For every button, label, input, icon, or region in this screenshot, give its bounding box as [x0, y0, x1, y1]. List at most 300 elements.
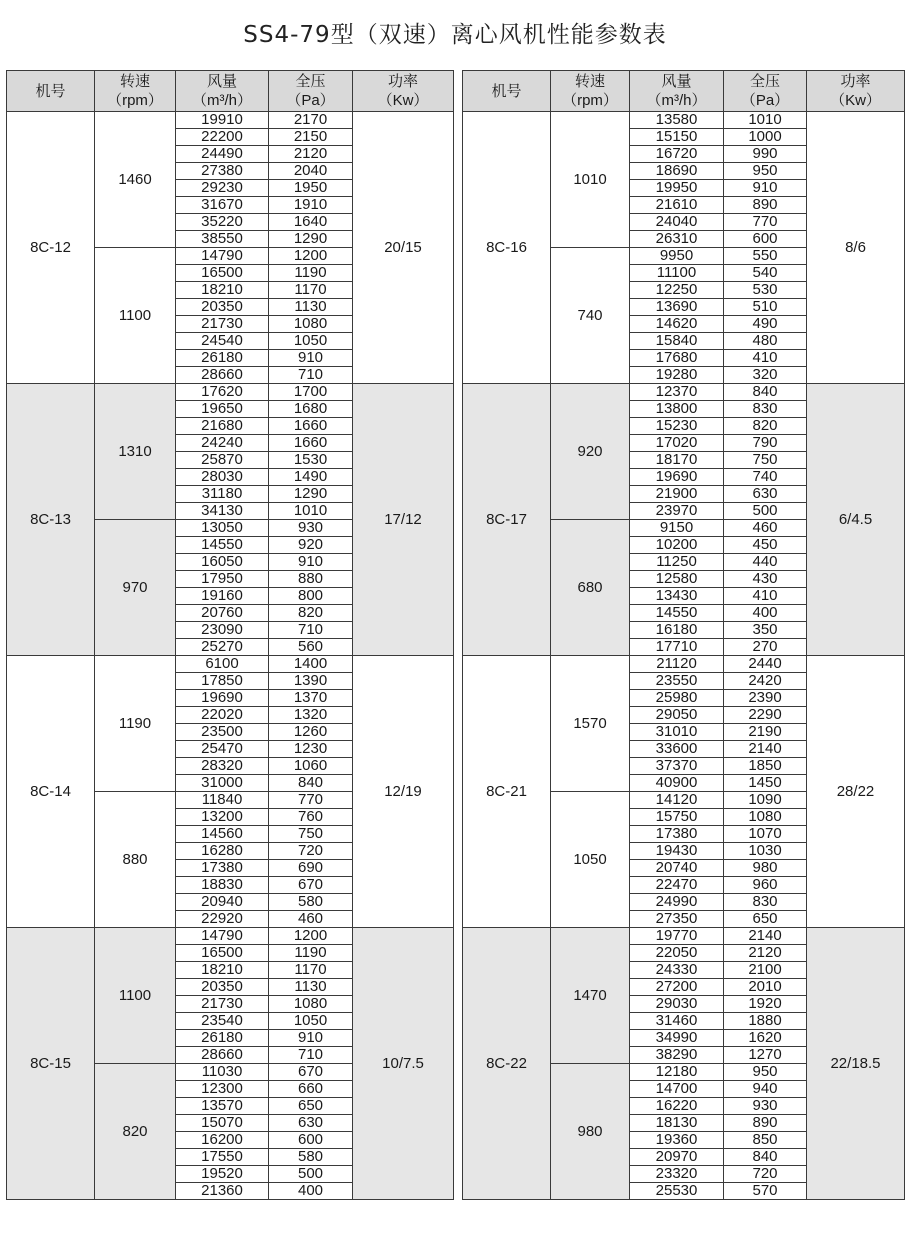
page-title: SS4-79型（双速）离心风机性能参数表 [243, 22, 667, 48]
pressure-cell: 760 [269, 809, 353, 826]
flow-cell: 13570 [176, 1098, 269, 1115]
pressure-cell: 920 [269, 537, 353, 554]
pressure-cell: 910 [269, 1030, 353, 1047]
flow-cell: 17020 [630, 435, 724, 452]
pressure-cell: 630 [269, 1115, 353, 1132]
pressure-cell: 1070 [724, 826, 807, 843]
flow-cell: 12370 [630, 384, 724, 401]
pressure-cell: 1130 [269, 299, 353, 316]
flow-cell: 26180 [176, 1030, 269, 1047]
pressure-cell: 1030 [724, 843, 807, 860]
flow-cell: 24330 [630, 962, 724, 979]
flow-cell: 22050 [630, 945, 724, 962]
flow-cell: 17380 [176, 860, 269, 877]
header-speed-label: 转速 [574, 73, 605, 90]
speed-cell: 1190 [95, 656, 176, 792]
flow-cell: 11100 [630, 265, 724, 282]
pressure-cell: 1010 [269, 503, 353, 520]
flow-cell: 29050 [630, 707, 724, 724]
pressure-cell: 320 [724, 367, 807, 384]
speed-cell: 880 [95, 792, 176, 928]
flow-cell: 19160 [176, 588, 269, 605]
pressure-cell: 710 [269, 367, 353, 384]
pressure-cell: 1640 [269, 214, 353, 231]
flow-cell: 27200 [630, 979, 724, 996]
flow-cell: 12300 [176, 1081, 269, 1098]
header-power-label: 功率 [840, 73, 871, 90]
flow-cell: 16500 [176, 265, 269, 282]
pressure-cell: 830 [724, 894, 807, 911]
header-pressure-unit: （Pa） [740, 92, 790, 109]
flow-cell: 19650 [176, 401, 269, 418]
pressure-cell: 2010 [724, 979, 807, 996]
speed-cell: 920 [551, 384, 630, 520]
pressure-cell: 500 [724, 503, 807, 520]
speed-cell: 1050 [551, 792, 630, 928]
pressure-cell: 890 [724, 1115, 807, 1132]
pressure-cell: 930 [269, 520, 353, 537]
pressure-cell: 1200 [269, 248, 353, 265]
flow-cell: 28660 [176, 1047, 269, 1064]
pressure-cell: 1680 [269, 401, 353, 418]
speed-cell: 1010 [551, 112, 630, 248]
flow-cell: 27380 [176, 163, 269, 180]
flow-cell: 18690 [630, 163, 724, 180]
flow-cell: 31010 [630, 724, 724, 741]
flow-cell: 25980 [630, 690, 724, 707]
pressure-cell: 1270 [724, 1047, 807, 1064]
pressure-cell: 710 [269, 622, 353, 639]
pressure-cell: 2290 [724, 707, 807, 724]
flow-cell: 19950 [630, 180, 724, 197]
flow-cell: 13580 [630, 112, 724, 129]
pressure-cell: 2390 [724, 690, 807, 707]
power-cell: 12/19 [353, 656, 454, 928]
performance-table-right [462, 70, 905, 1200]
pressure-cell: 270 [724, 639, 807, 656]
flow-cell: 17620 [176, 384, 269, 401]
flow-cell: 29230 [176, 180, 269, 197]
model-cell: 8C-22 [463, 928, 551, 1200]
pressure-cell: 1850 [724, 758, 807, 775]
pressure-cell: 2100 [724, 962, 807, 979]
pressure-cell: 980 [724, 860, 807, 877]
flow-cell: 11030 [176, 1064, 269, 1081]
power-cell: 8/6 [807, 112, 905, 384]
flow-cell: 13800 [630, 401, 724, 418]
pressure-cell: 950 [724, 1064, 807, 1081]
flow-cell: 22920 [176, 911, 269, 928]
header-row [7, 71, 454, 112]
pressure-cell: 840 [724, 384, 807, 401]
pressure-cell: 1080 [269, 316, 353, 333]
flow-cell: 14700 [630, 1081, 724, 1098]
pressure-cell: 1660 [269, 418, 353, 435]
flow-cell: 14120 [630, 792, 724, 809]
flow-cell: 23970 [630, 503, 724, 520]
pressure-cell: 750 [269, 826, 353, 843]
power-cell: 28/22 [807, 656, 905, 928]
header-power-unit: （Kw） [377, 92, 429, 109]
flow-cell: 29030 [630, 996, 724, 1013]
flow-cell: 21900 [630, 486, 724, 503]
power-cell: 10/7.5 [353, 928, 454, 1200]
flow-cell: 9950 [630, 248, 724, 265]
flow-cell: 17550 [176, 1149, 269, 1166]
flow-cell: 19360 [630, 1132, 724, 1149]
pressure-cell: 600 [724, 231, 807, 248]
flow-cell: 19690 [630, 469, 724, 486]
pressure-cell: 2190 [724, 724, 807, 741]
pressure-cell: 400 [269, 1183, 353, 1200]
header-pressure [724, 71, 807, 112]
pressure-cell: 1060 [269, 758, 353, 775]
table-row [7, 928, 454, 945]
flow-cell: 23090 [176, 622, 269, 639]
flow-cell: 14550 [176, 537, 269, 554]
pressure-cell: 450 [724, 537, 807, 554]
flow-cell: 6100 [176, 656, 269, 673]
flow-cell: 20970 [630, 1149, 724, 1166]
header-row [463, 71, 905, 112]
header-flow-label: 风量 [206, 73, 237, 90]
pressure-cell: 720 [724, 1166, 807, 1183]
flow-cell: 24990 [630, 894, 724, 911]
table-row [7, 656, 454, 673]
pressure-cell: 650 [269, 1098, 353, 1115]
flow-cell: 26310 [630, 231, 724, 248]
pressure-cell: 1290 [269, 231, 353, 248]
flow-cell: 19690 [176, 690, 269, 707]
pressure-cell: 1400 [269, 656, 353, 673]
pressure-cell: 600 [269, 1132, 353, 1149]
pressure-cell: 2120 [724, 945, 807, 962]
header-speed [551, 71, 630, 112]
flow-cell: 17380 [630, 826, 724, 843]
pressure-cell: 1080 [724, 809, 807, 826]
flow-cell: 31460 [630, 1013, 724, 1030]
pressure-cell: 690 [269, 860, 353, 877]
flow-cell: 18130 [630, 1115, 724, 1132]
flow-cell: 16500 [176, 945, 269, 962]
flow-cell: 18170 [630, 452, 724, 469]
flow-cell: 23320 [630, 1166, 724, 1183]
speed-cell: 1570 [551, 656, 630, 792]
flow-cell: 14560 [176, 826, 269, 843]
flow-cell: 15230 [630, 418, 724, 435]
pressure-cell: 1130 [269, 979, 353, 996]
power-cell: 20/15 [353, 112, 454, 384]
flow-cell: 14790 [176, 248, 269, 265]
speed-cell: 740 [551, 248, 630, 384]
flow-cell: 21360 [176, 1183, 269, 1200]
table-row [463, 112, 905, 129]
pressure-cell: 1090 [724, 792, 807, 809]
pressure-cell: 820 [724, 418, 807, 435]
header-pressure-label: 全压 [749, 73, 780, 90]
pressure-cell: 2440 [724, 656, 807, 673]
pressure-cell: 890 [724, 197, 807, 214]
flow-cell: 19280 [630, 367, 724, 384]
header-speed-label: 转速 [119, 73, 150, 90]
flow-cell: 34130 [176, 503, 269, 520]
flow-cell: 20760 [176, 605, 269, 622]
flow-cell: 18830 [176, 877, 269, 894]
flow-cell: 25470 [176, 741, 269, 758]
pressure-cell: 1170 [269, 962, 353, 979]
pressure-cell: 410 [724, 588, 807, 605]
pressure-cell: 410 [724, 350, 807, 367]
flow-cell: 19430 [630, 843, 724, 860]
flow-cell: 17850 [176, 673, 269, 690]
flow-cell: 16050 [176, 554, 269, 571]
speed-cell: 1100 [95, 928, 176, 1064]
flow-cell: 21610 [630, 197, 724, 214]
pressure-cell: 650 [724, 911, 807, 928]
pressure-cell: 500 [269, 1166, 353, 1183]
pressure-cell: 430 [724, 571, 807, 588]
header-flow [630, 71, 724, 112]
pressure-cell: 1390 [269, 673, 353, 690]
pressure-cell: 480 [724, 333, 807, 350]
flow-cell: 12250 [630, 282, 724, 299]
pressure-cell: 910 [724, 180, 807, 197]
flow-cell: 15150 [630, 129, 724, 146]
flow-cell: 40900 [630, 775, 724, 792]
header-model-label: 机号 [35, 82, 66, 100]
pressure-cell: 1190 [269, 265, 353, 282]
pressure-cell: 2040 [269, 163, 353, 180]
pressure-cell: 930 [724, 1098, 807, 1115]
pressure-cell: 2150 [269, 129, 353, 146]
header-flow-unit: （m³/h） [646, 92, 707, 109]
pressure-cell: 1290 [269, 486, 353, 503]
pressure-cell: 770 [724, 214, 807, 231]
pressure-cell: 840 [269, 775, 353, 792]
pressure-cell: 1920 [724, 996, 807, 1013]
speed-cell: 1470 [551, 928, 630, 1064]
pressure-cell: 880 [269, 571, 353, 588]
flow-cell: 17950 [176, 571, 269, 588]
flow-cell: 21680 [176, 418, 269, 435]
flow-cell: 28030 [176, 469, 269, 486]
pressure-cell: 1370 [269, 690, 353, 707]
pressure-cell: 570 [724, 1183, 807, 1200]
pressure-cell: 630 [724, 486, 807, 503]
pressure-cell: 790 [724, 435, 807, 452]
flow-cell: 16200 [176, 1132, 269, 1149]
table-row [463, 656, 905, 673]
flow-cell: 24040 [630, 214, 724, 231]
flow-cell: 38290 [630, 1047, 724, 1064]
flow-cell: 24240 [176, 435, 269, 452]
table-row [463, 928, 905, 945]
flow-cell: 16280 [176, 843, 269, 860]
table-row [463, 384, 905, 401]
pressure-cell: 940 [724, 1081, 807, 1098]
model-cell: 8C-13 [7, 384, 95, 656]
flow-cell: 21120 [630, 656, 724, 673]
flow-cell: 16720 [630, 146, 724, 163]
flow-cell: 14620 [630, 316, 724, 333]
flow-cell: 17680 [630, 350, 724, 367]
pressure-cell: 1450 [724, 775, 807, 792]
pressure-cell: 2140 [724, 741, 807, 758]
pressure-cell: 530 [724, 282, 807, 299]
pressure-cell: 1260 [269, 724, 353, 741]
flow-cell: 19910 [176, 112, 269, 129]
speed-cell: 680 [551, 520, 630, 656]
flow-cell: 35220 [176, 214, 269, 231]
pressure-cell: 1190 [269, 945, 353, 962]
pressure-cell: 1700 [269, 384, 353, 401]
pressure-cell: 720 [269, 843, 353, 860]
flow-cell: 18210 [176, 282, 269, 299]
pressure-cell: 950 [724, 163, 807, 180]
flow-cell: 15070 [176, 1115, 269, 1132]
pressure-cell: 1170 [269, 282, 353, 299]
flow-cell: 21730 [176, 996, 269, 1013]
flow-cell: 23550 [630, 673, 724, 690]
model-cell: 8C-17 [463, 384, 551, 656]
header-model-label: 机号 [491, 82, 522, 100]
speed-cell: 1310 [95, 384, 176, 520]
pressure-cell: 910 [269, 350, 353, 367]
pressure-cell: 1080 [269, 996, 353, 1013]
flow-cell: 9150 [630, 520, 724, 537]
flow-cell: 22470 [630, 877, 724, 894]
flow-cell: 20740 [630, 860, 724, 877]
flow-cell: 18210 [176, 962, 269, 979]
speed-cell: 1100 [95, 248, 176, 384]
header-power [807, 71, 905, 112]
flow-cell: 13050 [176, 520, 269, 537]
flow-cell: 15750 [630, 809, 724, 826]
flow-cell: 27350 [630, 911, 724, 928]
power-cell: 17/12 [353, 384, 454, 656]
pressure-cell: 1620 [724, 1030, 807, 1047]
flow-cell: 25530 [630, 1183, 724, 1200]
flow-cell: 16180 [630, 622, 724, 639]
pressure-cell: 1660 [269, 435, 353, 452]
pressure-cell: 740 [724, 469, 807, 486]
flow-cell: 31180 [176, 486, 269, 503]
flow-cell: 38550 [176, 231, 269, 248]
pressure-cell: 750 [724, 452, 807, 469]
header-power-label: 功率 [387, 73, 418, 90]
flow-cell: 24540 [176, 333, 269, 350]
flow-cell: 10200 [630, 537, 724, 554]
flow-cell: 13200 [176, 809, 269, 826]
pressure-cell: 850 [724, 1132, 807, 1149]
flow-cell: 33600 [630, 741, 724, 758]
flow-cell: 24490 [176, 146, 269, 163]
flow-cell: 13430 [630, 588, 724, 605]
pressure-cell: 710 [269, 1047, 353, 1064]
model-cell: 8C-16 [463, 112, 551, 384]
flow-cell: 11840 [176, 792, 269, 809]
header-model [463, 71, 551, 112]
pressure-cell: 580 [269, 894, 353, 911]
flow-cell: 22020 [176, 707, 269, 724]
header-flow-label: 风量 [661, 73, 692, 90]
pressure-cell: 910 [269, 554, 353, 571]
flow-cell: 19770 [630, 928, 724, 945]
header-speed-unit: （rpm） [562, 92, 618, 109]
flow-cell: 20350 [176, 979, 269, 996]
pressure-cell: 2140 [724, 928, 807, 945]
pressure-cell: 350 [724, 622, 807, 639]
pressure-cell: 670 [269, 1064, 353, 1081]
pressure-cell: 440 [724, 554, 807, 571]
model-cell: 8C-21 [463, 656, 551, 928]
pressure-cell: 1880 [724, 1013, 807, 1030]
flow-cell: 28320 [176, 758, 269, 775]
flow-cell: 23500 [176, 724, 269, 741]
flow-cell: 17710 [630, 639, 724, 656]
pressure-cell: 1050 [269, 1013, 353, 1030]
flow-cell: 12180 [630, 1064, 724, 1081]
speed-cell: 820 [95, 1064, 176, 1200]
flow-cell: 15840 [630, 333, 724, 350]
header-model [7, 71, 95, 112]
pressure-cell: 1910 [269, 197, 353, 214]
model-cell: 8C-15 [7, 928, 95, 1200]
pressure-cell: 460 [269, 911, 353, 928]
header-pressure-unit: （Pa） [286, 92, 335, 109]
flow-cell: 13690 [630, 299, 724, 316]
pressure-cell: 1490 [269, 469, 353, 486]
pressure-cell: 490 [724, 316, 807, 333]
flow-cell: 21730 [176, 316, 269, 333]
flow-cell: 20350 [176, 299, 269, 316]
flow-cell: 12580 [630, 571, 724, 588]
flow-cell: 34990 [630, 1030, 724, 1047]
header-power [353, 71, 454, 112]
pressure-cell: 820 [269, 605, 353, 622]
header-flow [176, 71, 269, 112]
pressure-cell: 770 [269, 792, 353, 809]
speed-cell: 1460 [95, 112, 176, 248]
pressure-cell: 460 [724, 520, 807, 537]
flow-cell: 26180 [176, 350, 269, 367]
pressure-cell: 1050 [269, 333, 353, 350]
flow-cell: 22200 [176, 129, 269, 146]
table-row [7, 112, 454, 129]
pressure-cell: 960 [724, 877, 807, 894]
flow-cell: 23540 [176, 1013, 269, 1030]
pressure-cell: 1000 [724, 129, 807, 146]
model-cell: 8C-14 [7, 656, 95, 928]
speed-cell: 970 [95, 520, 176, 656]
table-row [7, 384, 454, 401]
pressure-cell: 1230 [269, 741, 353, 758]
pressure-cell: 510 [724, 299, 807, 316]
flow-cell: 31000 [176, 775, 269, 792]
flow-cell: 19520 [176, 1166, 269, 1183]
pressure-cell: 990 [724, 146, 807, 163]
pressure-cell: 1200 [269, 928, 353, 945]
flow-cell: 25270 [176, 639, 269, 656]
pressure-cell: 670 [269, 877, 353, 894]
power-cell: 6/4.5 [807, 384, 905, 656]
flow-cell: 37370 [630, 758, 724, 775]
pressure-cell: 1950 [269, 180, 353, 197]
header-speed [95, 71, 176, 112]
flow-cell: 11250 [630, 554, 724, 571]
speed-cell: 980 [551, 1064, 630, 1200]
flow-cell: 28660 [176, 367, 269, 384]
